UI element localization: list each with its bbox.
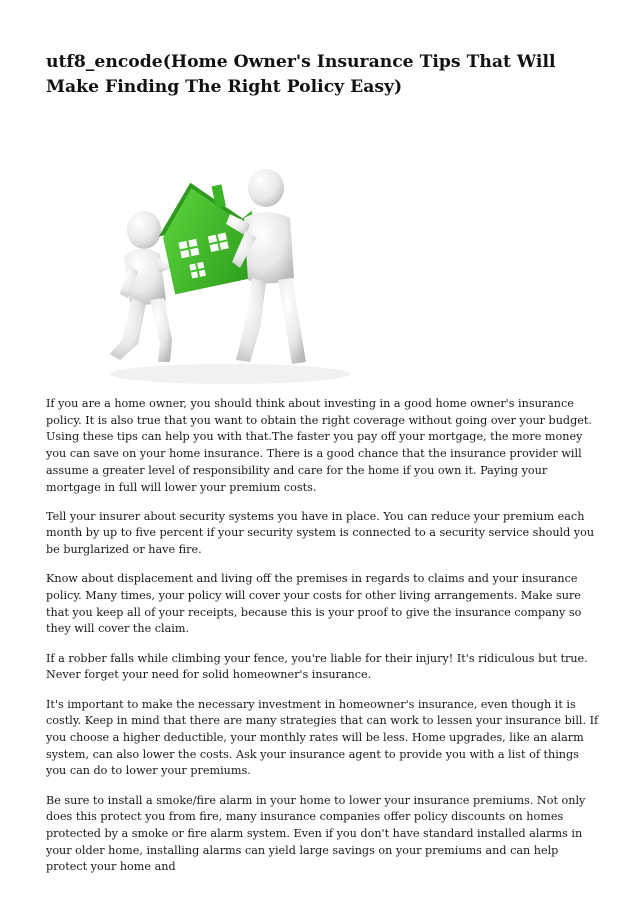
paragraph-6: Be sure to install a smoke/fire alarm in your home to lower your insurance premiums. Not only does this protect you from fire, many insurance companies offer policy discounts on homes protected by a smoke or fire alarm system. Even if you don't have standard installed alarms in your older home, installing alarms can yield large savings on your premiums and can help protect your home and (46, 793, 586, 874)
article-body (46, 396, 602, 889)
two-figures-carrying-house-icon (80, 168, 380, 386)
paragraph-2: Tell your insurer about security systems you have in place. You can reduce your premium each month by up to five percent if your security system is connected to a security service should you be burglarized or have fire. (46, 509, 595, 557)
paragraph-5: It's important to make the necessary investment in homeowner's insurance, even though it is costly. Keep in mind that there are many strategies that can work to lessen your insurance bill. If you choose a higher deductible, your monthly rates will be less. Home upgrades, like an alarm system, can also lower the costs. Ask your insurance agent to provide you with a list of things you can do to lower your premiums. (46, 697, 599, 778)
paragraph-3: Know about displacement and living off the premises in regards to claims and your insurance policy. Many times, your policy will cover your costs for other living arrangements. Make sure that you keep all of your receipts, because this is your proof to give the insurance company so they will cover the claim. (46, 572, 582, 636)
paragraph-4: If a robber falls while climbing your fence, you're liable for their injury! It's ridiculous but true. Never forget your need for solid homeowner's insurance. (46, 651, 588, 682)
paragraph-1: If you are a home owner, you should think about investing in a good home owner's insurance policy. It is also true that you want to obtain the right coverage without going over your budget. Using these tips can help you with that.The faster you pay off your mortgage, the more money you can save on your home insurance. There is a good chance that the insurance provider will assume a greater level of responsibility and care for the home if you own it. Paying your mortgage in full will lower your premium costs. (46, 397, 592, 494)
document-title: utf8_encode(Home Owner's Insurance Tips That Will Make Finding The Right Policy Easy) (46, 52, 556, 97)
right-figure (226, 169, 306, 364)
